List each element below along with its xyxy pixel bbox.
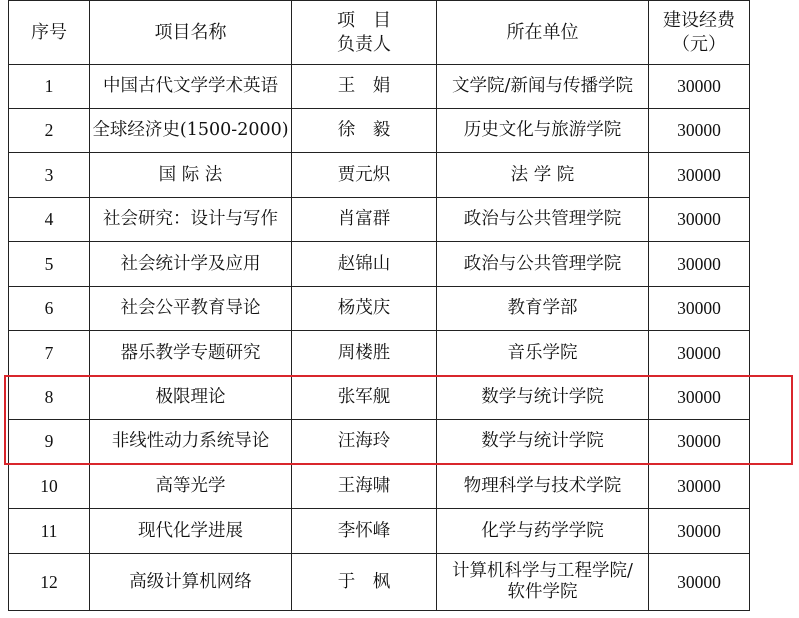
- cell-seq: 1: [9, 65, 90, 109]
- cell-seq: 5: [9, 242, 90, 287]
- project-table: [8, 0, 750, 611]
- table-row: [9, 509, 750, 554]
- cell-unit: 教育学部: [437, 287, 649, 331]
- cell-funding: 30000: [649, 242, 750, 287]
- table-row: [9, 109, 750, 153]
- table-row: [9, 331, 750, 376]
- cell-project-name: 器乐教学专题研究: [90, 331, 292, 376]
- cell-seq: 11: [9, 509, 90, 554]
- header-unit: 所在单位: [437, 1, 649, 65]
- cell-funding: 30000: [649, 509, 750, 554]
- cell-seq: 9: [9, 420, 90, 464]
- cell-leader: 周楼胜: [292, 331, 437, 376]
- cell-unit: 法 学 院: [437, 153, 649, 198]
- cell-seq: 12: [9, 554, 90, 611]
- table-row: [9, 554, 750, 611]
- cell-seq: 7: [9, 331, 90, 376]
- cell-unit-line1: 计算机科学与工程学院/: [452, 561, 633, 581]
- header-leader-line2: 负责人: [337, 33, 391, 55]
- header-funding: [649, 1, 750, 65]
- table-row: [9, 464, 750, 509]
- cell-seq: 4: [9, 198, 90, 242]
- cell-project-name: 全球经济史(1500-2000): [90, 109, 292, 153]
- cell-seq: 2: [9, 109, 90, 153]
- cell-unit: 政治与公共管理学院: [437, 242, 649, 287]
- header-project-name: 项目名称: [90, 1, 292, 65]
- cell-funding: 30000: [649, 420, 750, 464]
- header-seq: 序号: [9, 1, 90, 65]
- cell-project-name: 高级计算机网络: [90, 554, 292, 611]
- cell-seq: 3: [9, 153, 90, 198]
- cell-leader: 于 枫: [292, 554, 437, 611]
- header-leader-line1: 项 目: [337, 9, 391, 31]
- cell-project-name: 国 际 法: [90, 153, 292, 198]
- cell-project-name: 现代化学进展: [90, 509, 292, 554]
- cell-leader: 徐 毅: [292, 109, 437, 153]
- cell-project-name: 极限理论: [90, 376, 292, 420]
- table-row: [9, 198, 750, 242]
- table-row: [9, 287, 750, 331]
- cell-unit: 政治与公共管理学院: [437, 198, 649, 242]
- cell-leader: 汪海玲: [292, 420, 437, 464]
- cell-project-name: 中国古代文学学术英语: [90, 65, 292, 109]
- cell-project-name: 社会公平教育导论: [90, 287, 292, 331]
- table-row: [9, 65, 750, 109]
- cell-funding: 30000: [649, 376, 750, 420]
- table-row: [9, 420, 750, 464]
- cell-funding: 30000: [649, 464, 750, 509]
- cell-funding: 30000: [649, 287, 750, 331]
- cell-project-name: 社会统计学及应用: [90, 242, 292, 287]
- table-row: [9, 153, 750, 198]
- cell-unit: 音乐学院: [437, 331, 649, 376]
- cell-unit: 历史文化与旅游学院: [437, 109, 649, 153]
- cell-leader: 肖富群: [292, 198, 437, 242]
- cell-leader: 杨茂庆: [292, 287, 437, 331]
- cell-funding: 30000: [649, 109, 750, 153]
- table-row: [9, 242, 750, 287]
- header-row: [9, 1, 750, 65]
- table-row: [9, 376, 750, 420]
- cell-project-name: 社会研究：设计与写作: [90, 198, 292, 242]
- cell-funding: 30000: [649, 554, 750, 611]
- cell-unit: 文学院/新闻与传播学院: [437, 65, 649, 109]
- cell-seq: 6: [9, 287, 90, 331]
- cell-leader: 贾元炽: [292, 153, 437, 198]
- cell-unit: 化学与药学学院: [437, 509, 649, 554]
- cell-leader: 李怀峰: [292, 509, 437, 554]
- cell-unit: 数学与统计学院: [437, 376, 649, 420]
- cell-seq: 8: [9, 376, 90, 420]
- cell-unit-line2: 软件学院: [507, 582, 578, 602]
- cell-unit: 数学与统计学院: [437, 420, 649, 464]
- cell-seq: 10: [9, 464, 90, 509]
- header-funding-line2: （元）: [672, 33, 726, 55]
- cell-funding: 30000: [649, 331, 750, 376]
- header-leader: [292, 1, 437, 65]
- cell-funding: 30000: [649, 153, 750, 198]
- cell-funding: 30000: [649, 65, 750, 109]
- cell-funding: 30000: [649, 198, 750, 242]
- header-funding-line1: 建设经费: [663, 9, 735, 31]
- cell-leader: 张军舰: [292, 376, 437, 420]
- cell-unit: 物理科学与技术学院: [437, 464, 649, 509]
- cell-project-name: 高等光学: [90, 464, 292, 509]
- cell-unit: [437, 554, 649, 611]
- cell-leader: 王 娟: [292, 65, 437, 109]
- cell-leader: 赵锦山: [292, 242, 437, 287]
- cell-project-name: 非线性动力系统导论: [90, 420, 292, 464]
- cell-leader: 王海啸: [292, 464, 437, 509]
